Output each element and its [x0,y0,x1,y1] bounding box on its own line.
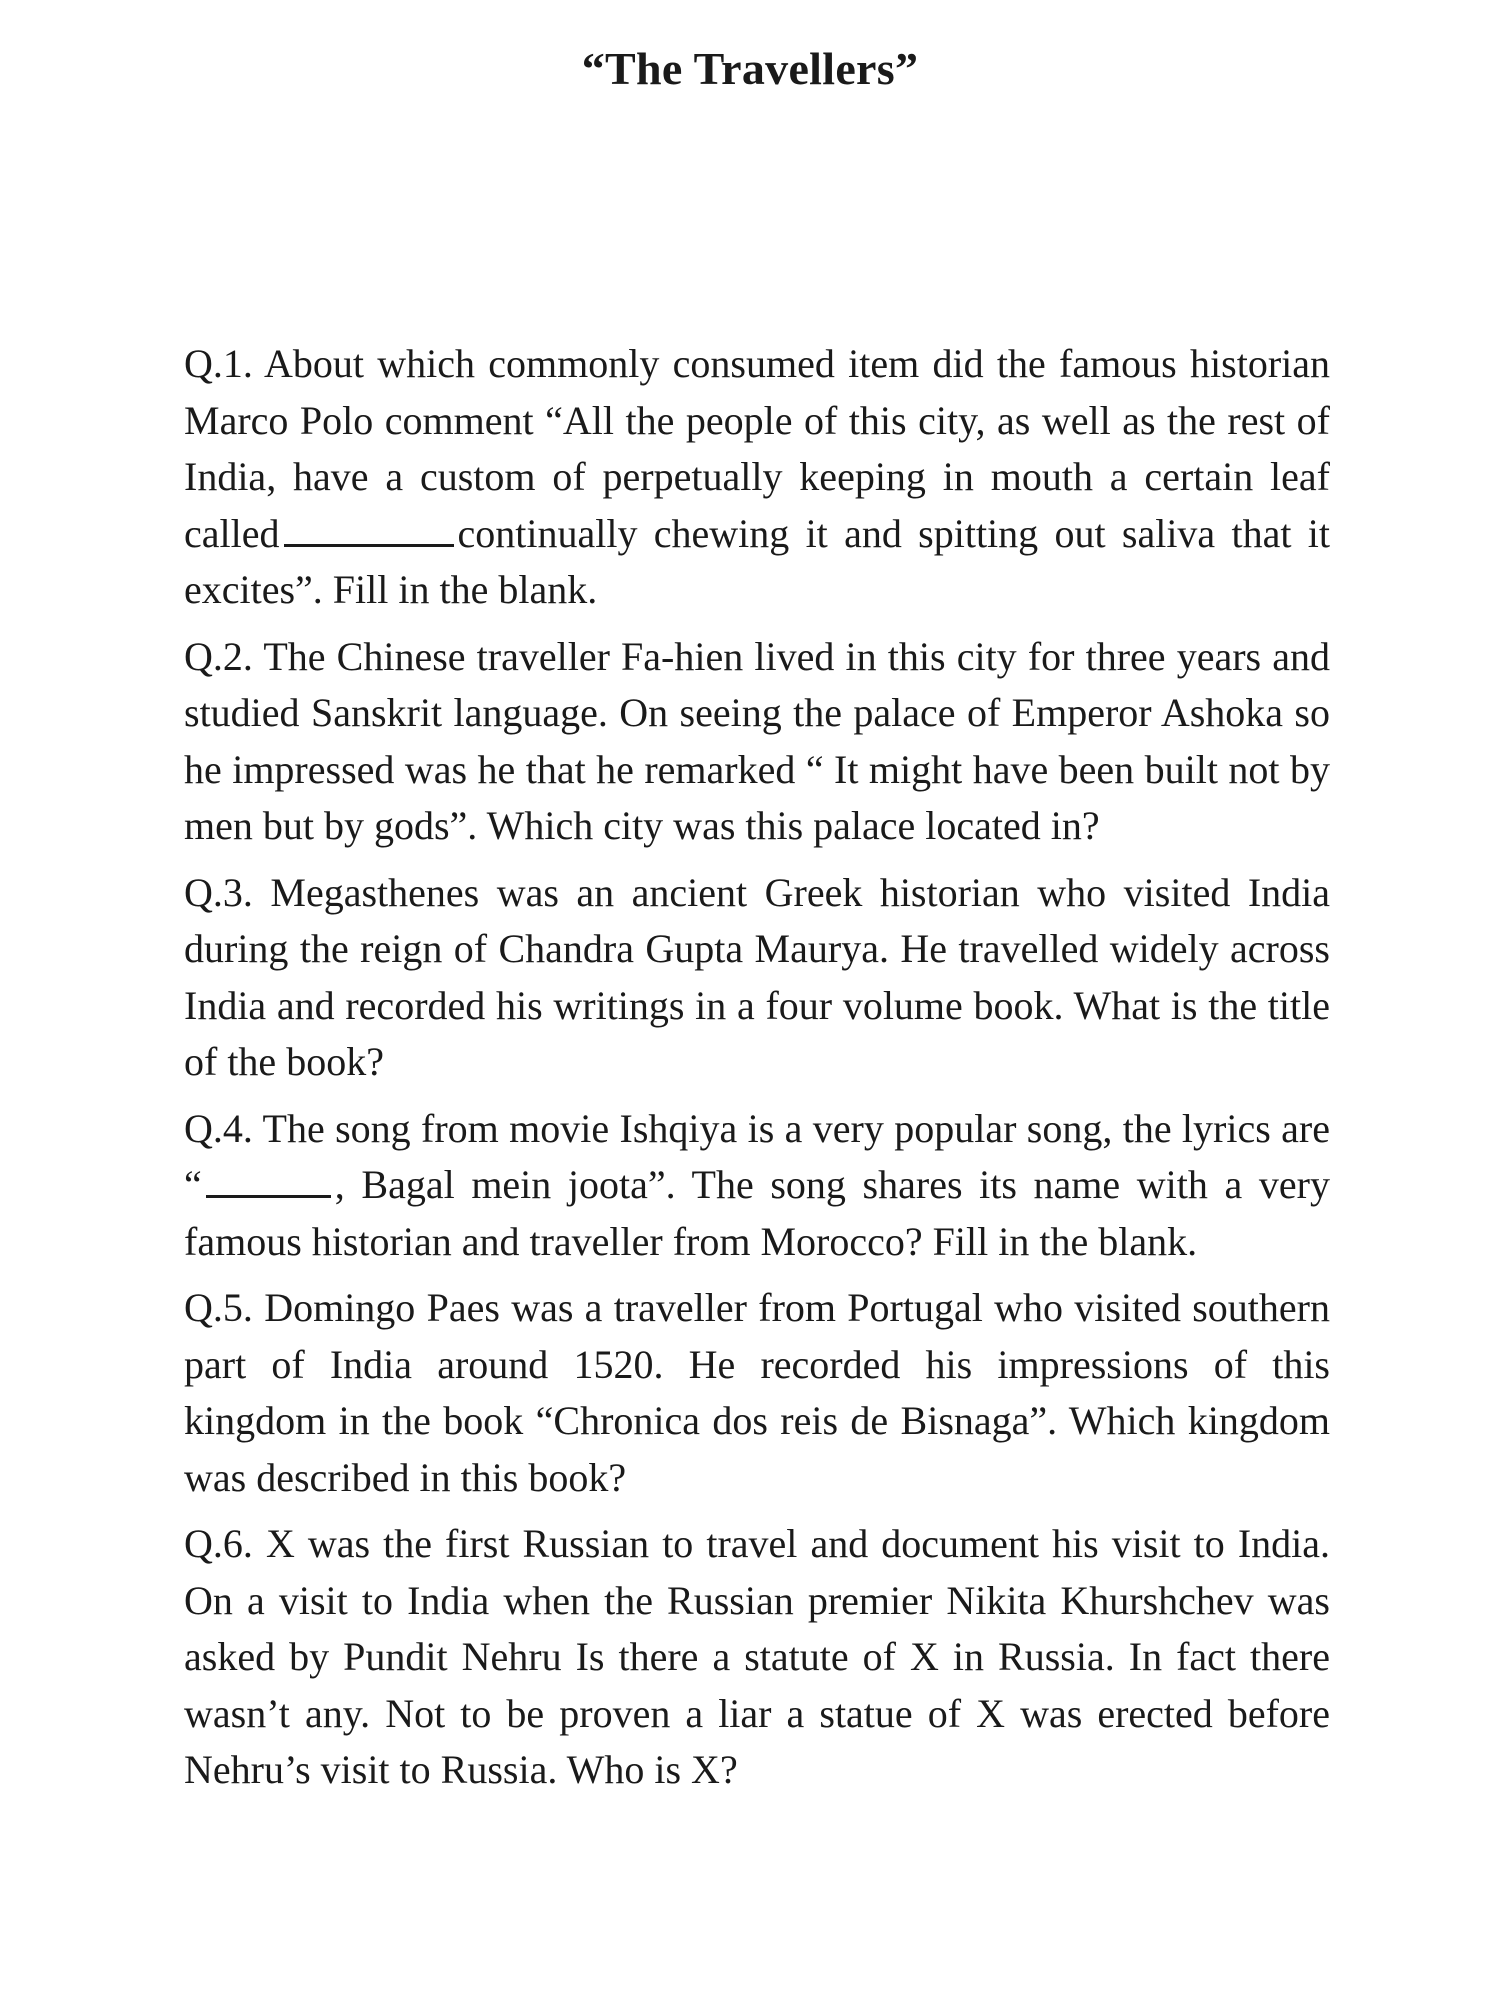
question-number: Q.3. [184,869,253,915]
question-2 [184,629,1330,855]
fill-in-blank [284,514,454,547]
question-number: Q.2. [184,633,253,679]
question-text: The Chinese traveller Fa-hien lived in this city for three years and studied Sanskrit language. On seeing the palace of Emperor Ashoka so he impressed was he that he remarked “ It might have been built not by men but by gods”. Which city was this palace located in? [184,633,1330,848]
question-3 [184,865,1330,1091]
question-text: Domingo Paes was a traveller from Portugal who visited southern part of India around 1520. He recorded his impressions of this kingdom in the book “Chronica dos reis de Bisnaga”. Which kingdom was described in this book? [184,1285,1330,1500]
question-1 [184,336,1330,619]
fill-in-blank [206,1165,331,1198]
question-4 [184,1101,1330,1271]
question-text: Megasthenes was an ancient Greek historian who visited India during the reign of Chandra Gupta Maurya. He travelled widely across India and recorded his writings in a four volume book. What is the title of the book? [184,869,1331,1084]
question-number: Q.6. [184,1521,253,1566]
question-list [184,336,1330,1809]
question-text: The song from movie Ishqiya is a very popular song, the lyrics are “ [184,1105,1330,1207]
question-text: X was the first Russian to travel and document his visit to India. On a visit to India when the Russian premier Nikita Khurshchev was asked by Pundit Nehru Is there a statute of X in Russia. In fact there wasn’t any. Not to be proven a liar a statue of X was erected before Nehru’s visit to Russia. Who is X? [184,1521,1331,1792]
question-number: Q.1. [184,341,253,386]
question-text: About which commonly consumed item did the famous historian Marco Polo comment “All the people of this city, as well as the rest of India, have a custom of perpetually keeping in mouth a certain leaf called [184,341,1331,556]
question-5 [184,1280,1330,1506]
question-6 [184,1516,1330,1799]
question-number: Q.5. [184,1285,253,1330]
question-number: Q.4. [184,1105,253,1151]
question-text-continued: , Bagal mein joota”. The song shares its name with a very famous historian and traveller from Morocco? Fill in the blank. [184,1162,1330,1264]
question-text-continued: continually chewing it and spitting out saliva that it excites”. Fill in the blank. [184,510,1330,612]
page-title: “The Travellers” [581,43,919,94]
